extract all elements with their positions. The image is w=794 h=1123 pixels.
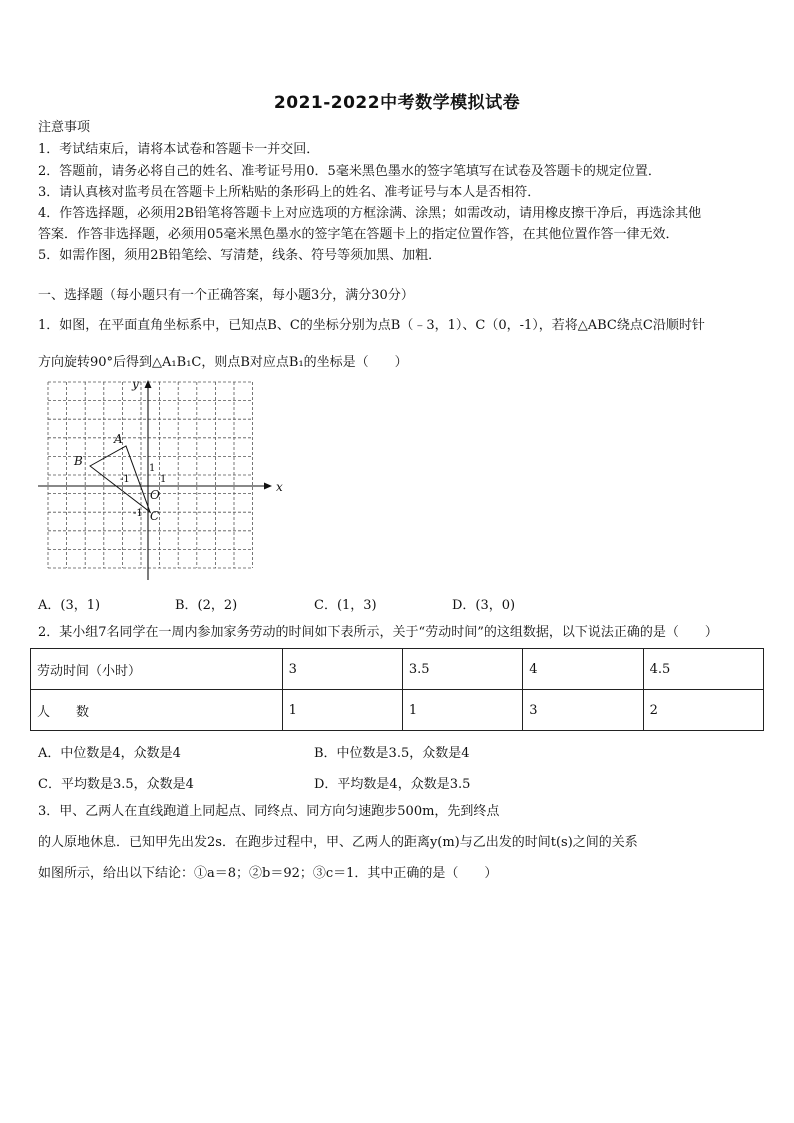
axes [38,380,272,580]
grid-lines [48,382,253,568]
note-item-5: 5．如需作图，须用2B铅笔绘、写清楚，线条、符号等须加黑、加粗． [38,248,442,263]
table-cell: 2 [643,690,763,731]
q1-option-a: A．(3，1) [38,598,101,613]
q2-option-b: B．中位数是3.5，众数是4 [314,746,470,761]
y-axis-label: y [132,378,139,391]
table-cell: 劳动时间（小时） [31,649,283,690]
note-item-2: 2．答题前，请务必将自己的姓名、准考证号用0．5毫米黑色墨水的签字笔填写在试卷及答题卡的规定位置． [38,164,661,179]
q1-stem-line1: 1．如图，在平面直角坐标系中，已知点B、C的坐标分别为点B（﹣3，1）、C（0，-1），若将△ABC绕点C沿顺时针 [38,318,705,333]
table-cell: 4.5 [643,649,763,690]
q1-option-c: C．(1，3) [314,598,377,613]
note-item-1: 1．考试结束后，请将本试卷和答题卡一并交回． [38,142,320,157]
table-row [31,690,764,731]
q1-option-b: B．(2，2) [175,598,238,613]
table-cell: 3.5 [402,649,522,690]
q1-option-d: D．(3，0) [452,598,516,613]
q2-option-a: A．中位数是4，众数是4 [38,746,181,761]
table-row [31,649,764,690]
page-title: 2021-2022中考数学模拟试卷 [273,93,521,113]
table-cell: 人 数 [31,690,283,731]
note-item-3: 3．请认真核对监考员在答题卡上所粘贴的条形码上的姓名、准考证号与本人是否相符． [38,185,541,200]
table-cell: 1 [402,690,522,731]
tick-x-1: 1 [160,474,167,485]
q1-stem-line2: 方向旋转90°后得到△A₁B₁C，则点B对应点B₁的坐标是（ ） [38,355,408,370]
q2-stem: 2．某小组7名同学在一周内参加家务劳动的时间如下表所示，关于“劳动时间”的这组数据，以下说法正确的是（ ） [38,625,718,640]
q3-stem-line3: 如图所示，给出以下结论：①a＝8；②b＝92；③c＝1．其中正确的是（ ） [38,866,498,881]
table-cell: 1 [282,690,402,731]
section-heading: 一、选择题（每小题只有一个正确答案，每小题3分，满分30分） [38,288,414,303]
notes-heading: 注意事项 [38,120,91,135]
tick-y-neg1: -1 [133,508,143,519]
point-a-label: A [114,432,123,446]
origin-label: O [150,488,160,502]
note-item-4-cont: 答案．作答非选择题，必须用05毫米黑色墨水的签字笔在答题卡上的指定位置作答，在其他位置作答一律无效． [38,227,679,242]
table-cell: 4 [523,649,643,690]
q3-stem-line2: 的人原地休息．已知甲先出发2s．在跑步过程中，甲、乙两人的距离y(m)与乙出发的时间t(s)之间的关系 [38,835,638,850]
q2-data-table [30,648,764,731]
table-cell: 3 [523,690,643,731]
tick-y-1: 1 [149,463,156,474]
q1-coordinate-figure [36,378,286,583]
point-b-label: B [74,454,83,468]
q2-option-d: D．平均数是4，众数是3.5 [314,777,471,792]
q3-stem-line1: 3．甲、乙两人在直线跑道上同起点、同终点、同方向匀速跑步500m，先到终点 [38,804,500,819]
x-axis-label: x [276,480,283,494]
q2-option-c: C．平均数是3.5，众数是4 [38,777,194,792]
table-cell: 3 [282,649,402,690]
note-item-4: 4．作答选择题，必须用2B铅笔将答题卡上对应选项的方框涂满、涂黑；如需改动，请用橡皮擦干净后，再选涂其他 [38,206,702,221]
tick-x-neg1: -1 [120,474,130,485]
point-c-label: C [150,509,160,523]
